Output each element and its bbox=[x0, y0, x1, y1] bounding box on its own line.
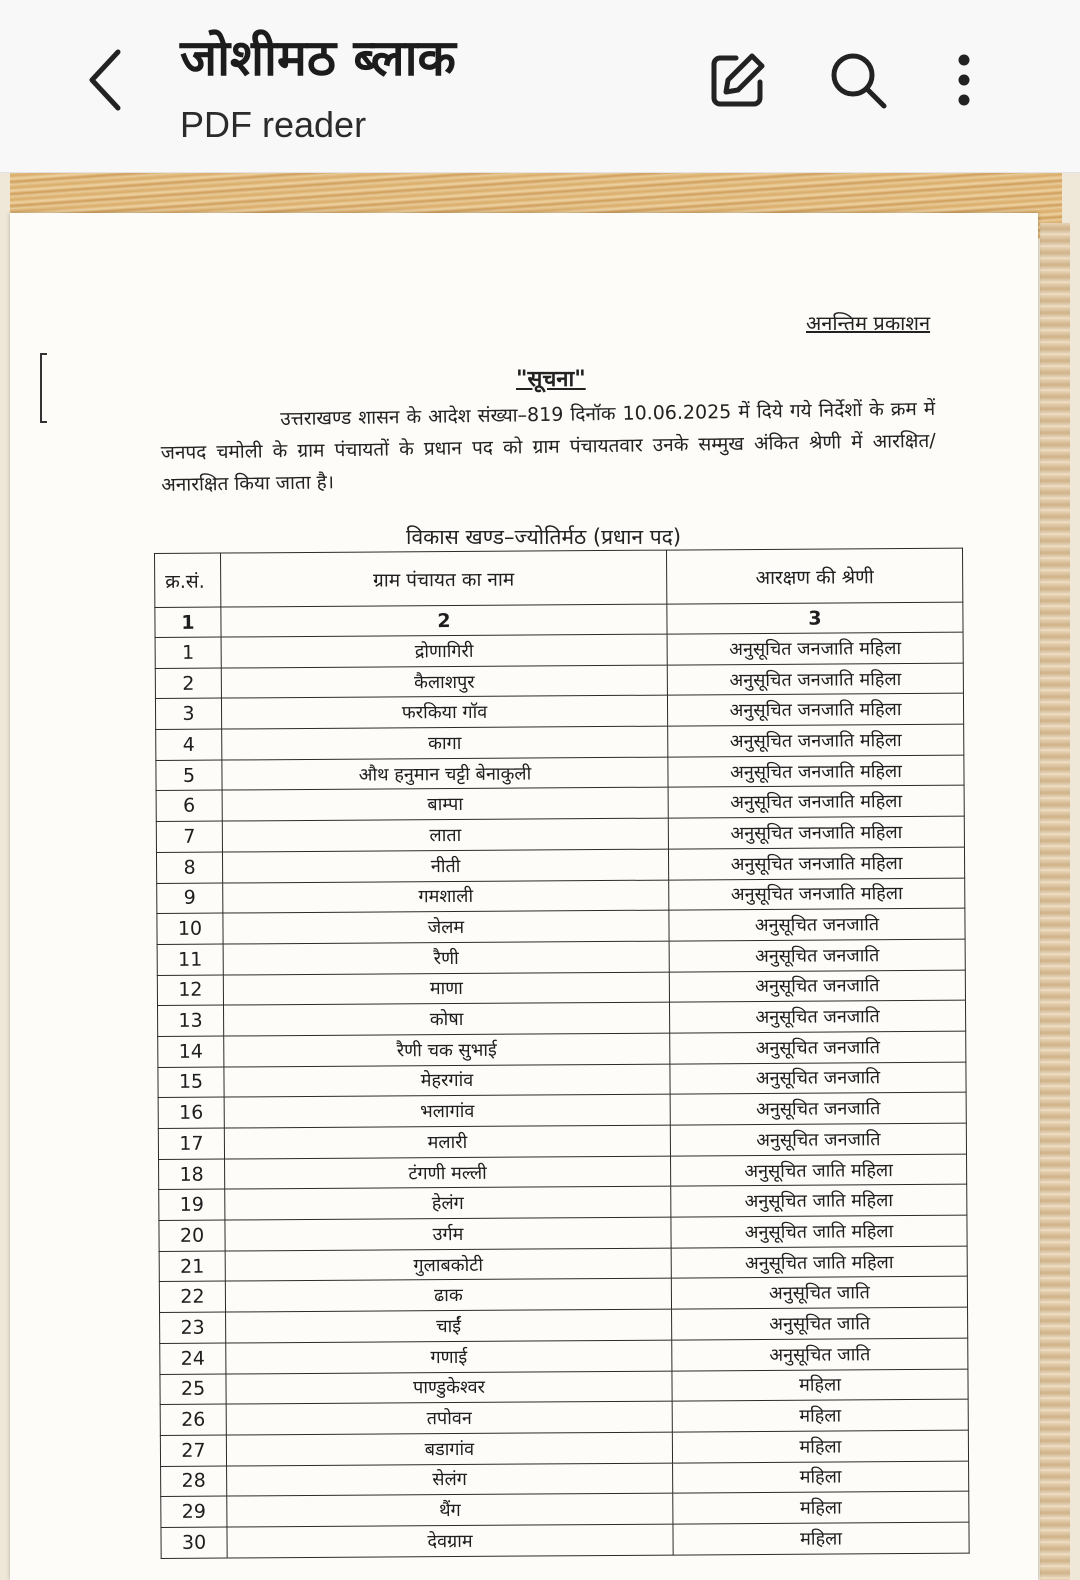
back-button[interactable] bbox=[78, 44, 138, 116]
serial-number-cell: 16 bbox=[158, 1097, 224, 1128]
village-name-cell: गुलाबकोटी bbox=[225, 1248, 671, 1282]
table-row bbox=[161, 1522, 969, 1558]
reservation-category-cell: अनुसूचित जनजाति bbox=[670, 1031, 966, 1064]
table-header-row bbox=[155, 548, 963, 607]
village-name-cell: पाण्डुकेश्वर bbox=[226, 1371, 672, 1405]
edit-icon bbox=[706, 48, 770, 112]
reservation-category-cell: अनुसूचित जनजाति महिला bbox=[667, 694, 963, 727]
reservation-category-cell: अनुसूचित जाति महिला bbox=[671, 1154, 967, 1187]
serial-number-cell: 3 bbox=[155, 698, 221, 729]
serial-number-cell: 21 bbox=[159, 1251, 225, 1282]
village-name-cell: भलागांव bbox=[224, 1094, 670, 1128]
serial-number-cell: 18 bbox=[159, 1159, 225, 1190]
reservation-category-cell: महिला bbox=[672, 1399, 968, 1432]
serial-number-cell: 6 bbox=[156, 790, 222, 821]
village-name-cell: कैलाशपुर bbox=[221, 665, 667, 699]
village-name-cell: थैंग bbox=[227, 1493, 673, 1527]
serial-number-cell: 25 bbox=[160, 1374, 226, 1405]
reservation-category-cell: अनुसूचित जनजाति bbox=[670, 1092, 966, 1125]
village-name-cell: नीती bbox=[222, 849, 668, 883]
reservation-category-cell: महिला bbox=[673, 1461, 969, 1494]
reservation-table bbox=[154, 548, 970, 1559]
reservation-category-cell: अनुसूचित जनजाति महिला bbox=[667, 632, 963, 665]
reservation-category-cell: अनुसूचित जाति bbox=[671, 1277, 967, 1310]
reservation-category-cell: अनुसूचित जाति bbox=[672, 1307, 968, 1340]
notice-heading: "सूचना" bbox=[516, 367, 586, 392]
serial-number-cell: 28 bbox=[161, 1466, 227, 1497]
village-name-cell: उर्गम bbox=[225, 1217, 671, 1251]
village-name-cell: गणाई bbox=[226, 1340, 672, 1374]
village-name-cell: कागा bbox=[222, 726, 668, 760]
column-header-category: आरक्षण की श्रेणी bbox=[666, 548, 962, 604]
serial-number-cell: 2 bbox=[155, 668, 221, 699]
village-name-cell: बडागांव bbox=[226, 1432, 672, 1466]
village-name-cell: माणा bbox=[223, 972, 669, 1006]
more-options-button[interactable] bbox=[932, 48, 992, 112]
reservation-category-cell: अनुसूचित जनजाति bbox=[669, 908, 965, 941]
village-name-cell: जेलम bbox=[223, 910, 669, 944]
village-name-cell: मलारी bbox=[224, 1125, 670, 1159]
reservation-category-cell: अनुसूचित जनजाति महिला bbox=[668, 847, 964, 880]
serial-number-cell: 12 bbox=[157, 975, 223, 1006]
provisional-label: अनन्तिम प्रकाशन bbox=[806, 311, 931, 335]
column-number: 2 bbox=[221, 604, 667, 637]
reservation-category-cell: अनुसूचित जनजाति महिला bbox=[669, 878, 965, 911]
reservation-category-cell: अनुसूचित जाति महिला bbox=[671, 1246, 967, 1279]
serial-number-cell: 26 bbox=[160, 1404, 226, 1435]
village-name-cell: देवग्राम bbox=[227, 1524, 673, 1558]
serial-number-cell: 20 bbox=[159, 1220, 225, 1251]
village-name-cell: औथ हनुमान चट्टी बेनाकुली bbox=[222, 757, 668, 791]
pdf-page bbox=[10, 213, 1038, 1580]
edit-button[interactable] bbox=[706, 48, 770, 112]
serial-number-cell: 11 bbox=[157, 944, 223, 975]
village-name-cell: ढाक bbox=[225, 1279, 671, 1313]
reservation-category-cell: अनुसूचित जाति महिला bbox=[671, 1184, 967, 1217]
village-name-cell: रैणी चक सुभाई bbox=[224, 1033, 670, 1067]
serial-number-cell: 7 bbox=[156, 821, 222, 852]
reservation-category-cell: अनुसूचित जनजाति bbox=[670, 1123, 966, 1156]
village-name-cell: बाम्पा bbox=[222, 788, 668, 822]
app-subtitle: PDF reader bbox=[180, 104, 367, 145]
reservation-category-cell: महिला bbox=[673, 1522, 969, 1555]
document-title: जोशीमठ ब्लाक bbox=[180, 29, 456, 87]
village-name-cell: रैणी bbox=[223, 941, 669, 975]
village-name-cell: लाता bbox=[222, 818, 668, 852]
more-vertical-icon bbox=[932, 48, 992, 112]
column-header-serial: क्र.सं. bbox=[155, 553, 221, 607]
serial-number-cell: 14 bbox=[158, 1036, 224, 1067]
scan-edge bbox=[1040, 223, 1070, 1580]
village-name-cell: फरकिया गॉव bbox=[221, 695, 667, 729]
village-name-cell: चाईं bbox=[226, 1309, 672, 1343]
serial-number-cell: 15 bbox=[158, 1067, 224, 1098]
reservation-category-cell: महिला bbox=[673, 1491, 969, 1524]
serial-number-cell: 17 bbox=[158, 1128, 224, 1159]
serial-number-cell: 8 bbox=[156, 852, 222, 883]
column-number: 3 bbox=[667, 602, 963, 634]
serial-number-cell: 13 bbox=[158, 1005, 224, 1036]
serial-number-cell: 10 bbox=[157, 913, 223, 944]
village-name-cell: द्रोणागिरी bbox=[221, 634, 667, 668]
reservation-category-cell: अनुसूचित जाति bbox=[672, 1338, 968, 1371]
reservation-category-cell: अनुसूचित जनजाति महिला bbox=[667, 663, 963, 696]
village-name-cell: सेलंग bbox=[227, 1463, 673, 1497]
serial-number-cell: 9 bbox=[157, 883, 223, 914]
serial-number-cell: 1 bbox=[155, 637, 221, 668]
margin-mark bbox=[40, 353, 47, 423]
village-name-cell: कोषा bbox=[224, 1002, 670, 1036]
reservation-category-cell: अनुसूचित जनजाति bbox=[669, 1000, 965, 1033]
village-name-cell: तपोवन bbox=[226, 1401, 672, 1435]
notice-body: उत्तराखण्ड शासन के आदेश संख्या–819 दिनॉक 10.06.2025 में दिये गये निर्देशों के क्रम में जनपद चमोली के ग्राम पंचायतों के प्रधान पद को ग्राम पंचायतवार उनके सम्मुख अंकित श्रेणी में आरक्षित/अनारक्षित किया जाता है। bbox=[160, 397, 936, 496]
serial-number-cell: 22 bbox=[159, 1281, 225, 1312]
village-name-cell: गमशाली bbox=[223, 880, 669, 914]
serial-number-cell: 27 bbox=[160, 1435, 226, 1466]
reservation-category-cell: अनुसूचित जनजाति bbox=[670, 1062, 966, 1095]
column-number: 1 bbox=[155, 607, 221, 637]
serial-number-cell: 30 bbox=[161, 1527, 227, 1558]
reservation-category-cell: अनुसूचित जनजाति महिला bbox=[668, 816, 964, 849]
reservation-category-cell: अनुसूचित जनजाति महिला bbox=[668, 786, 964, 819]
serial-number-cell: 19 bbox=[159, 1189, 225, 1220]
app-bar bbox=[0, 0, 1080, 173]
block-caption: विकास खण्ड–ज्योतिर्मठ (प्रधान पद) bbox=[406, 525, 682, 549]
serial-number-cell: 4 bbox=[156, 729, 222, 760]
reservation-category-cell: महिला bbox=[672, 1369, 968, 1402]
serial-number-cell: 23 bbox=[160, 1312, 226, 1343]
reservation-category-cell: अनुसूचित जनजाति bbox=[669, 970, 965, 1003]
column-header-name: ग्राम पंचायत का नाम bbox=[221, 550, 667, 607]
search-icon bbox=[826, 48, 890, 112]
village-name-cell: हेलंग bbox=[225, 1186, 671, 1220]
reservation-category-cell: अनुसूचित जनजाति महिला bbox=[668, 724, 964, 757]
chevron-left-icon bbox=[78, 44, 138, 116]
village-name-cell: टंगणी मल्ली bbox=[225, 1156, 671, 1190]
search-button[interactable] bbox=[826, 48, 890, 112]
reservation-table-wrapper bbox=[154, 548, 970, 1559]
serial-number-cell: 5 bbox=[156, 760, 222, 791]
reservation-category-cell: महिला bbox=[672, 1430, 968, 1463]
pdf-viewer[interactable] bbox=[0, 173, 1080, 1580]
reservation-category-cell: अनुसूचित जनजाति bbox=[669, 939, 965, 972]
reservation-category-cell: अनुसूचित जनजाति महिला bbox=[668, 755, 964, 788]
serial-number-cell: 29 bbox=[161, 1496, 227, 1527]
village-name-cell: मेहरगांव bbox=[224, 1064, 670, 1098]
reservation-category-cell: अनुसूचित जाति महिला bbox=[671, 1215, 967, 1248]
serial-number-cell: 24 bbox=[160, 1343, 226, 1374]
